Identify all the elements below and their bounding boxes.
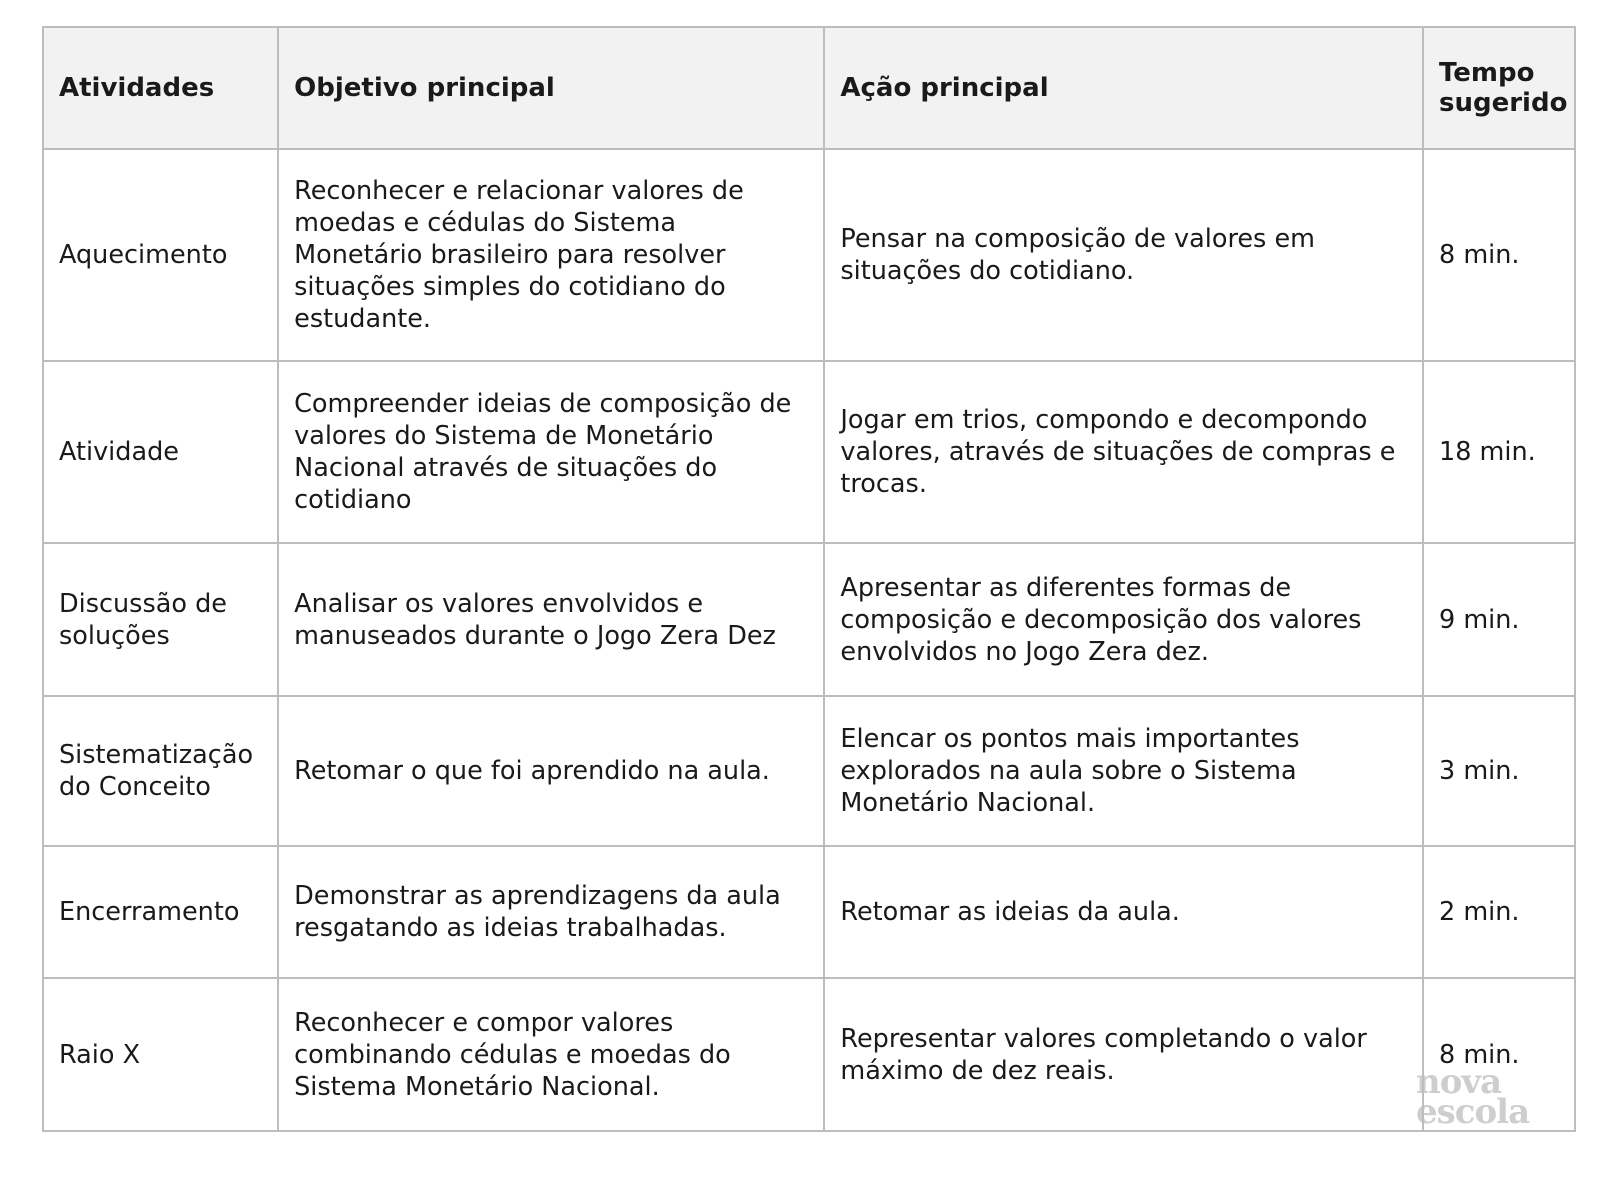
cell-acao: Representar valores completando o valor máximo de dez reais. (824, 978, 1423, 1131)
cell-atividade: Encerramento (43, 846, 278, 978)
cell-atividade: Atividade (43, 361, 278, 543)
cell-tempo: 8 min. (1423, 149, 1575, 361)
table-row (43, 696, 1575, 846)
table-row (43, 978, 1575, 1131)
header-objetivo: Objetivo principal (278, 27, 824, 149)
table-row (43, 149, 1575, 361)
table-row (43, 846, 1575, 978)
cell-acao: Retomar as ideias da aula. (824, 846, 1423, 978)
cell-acao: Apresentar as diferentes formas de composição e decomposição dos valores envolvidos no Jogo Zera dez. (824, 543, 1423, 696)
cell-tempo: 3 min. (1423, 696, 1575, 846)
header-tempo: Tempo sugerido (1423, 27, 1575, 149)
cell-objetivo: Reconhecer e compor valores combinando cédulas e moedas do Sistema Monetário Nacional. (278, 978, 824, 1131)
table-row (43, 361, 1575, 543)
header-acao: Ação principal (824, 27, 1423, 149)
cell-objetivo: Demonstrar as aprendizagens da aula resgatando as ideias trabalhadas. (278, 846, 824, 978)
nova-escola-watermark (1416, 1062, 1530, 1132)
cell-tempo: 2 min. (1423, 846, 1575, 978)
header-row (43, 27, 1575, 149)
cell-tempo: 8 min. (1423, 978, 1575, 1131)
header-atividades: Atividades (43, 27, 278, 149)
cell-atividade: Discussão de soluções (43, 543, 278, 696)
cell-tempo: 18 min. (1423, 361, 1575, 543)
cell-objetivo: Reconhecer e relacionar valores de moedas e cédulas do Sistema Monetário brasileiro para resolver situações simples do cotidiano do estudante. (278, 149, 824, 361)
cell-atividade: Sistematização do Conceito (43, 696, 278, 846)
table-body (43, 149, 1575, 1131)
cell-objetivo: Compreender ideias de composição de valores do Sistema de Monetário Nacional através de situações do cotidiano (278, 361, 824, 543)
table-row (43, 543, 1575, 696)
table-header (43, 27, 1575, 149)
cell-acao: Pensar na composição de valores em situações do cotidiano. (824, 149, 1423, 361)
watermark-line-1: nova (1416, 1062, 1502, 1102)
lesson-plan-table (42, 26, 1576, 1132)
cell-objetivo: Analisar os valores envolvidos e manuseados durante o Jogo Zera Dez (278, 543, 824, 696)
watermark-line-2: escola (1416, 1092, 1530, 1132)
cell-acao: Elencar os pontos mais importantes explorados na aula sobre o Sistema Monetário Nacional. (824, 696, 1423, 846)
cell-objetivo: Retomar o que foi aprendido na aula. (278, 696, 824, 846)
cell-atividade: Aquecimento (43, 149, 278, 361)
cell-acao: Jogar em trios, compondo e decompondo valores, através de situações de compras e trocas. (824, 361, 1423, 543)
cell-tempo: 9 min. (1423, 543, 1575, 696)
cell-atividade: Raio X (43, 978, 278, 1131)
